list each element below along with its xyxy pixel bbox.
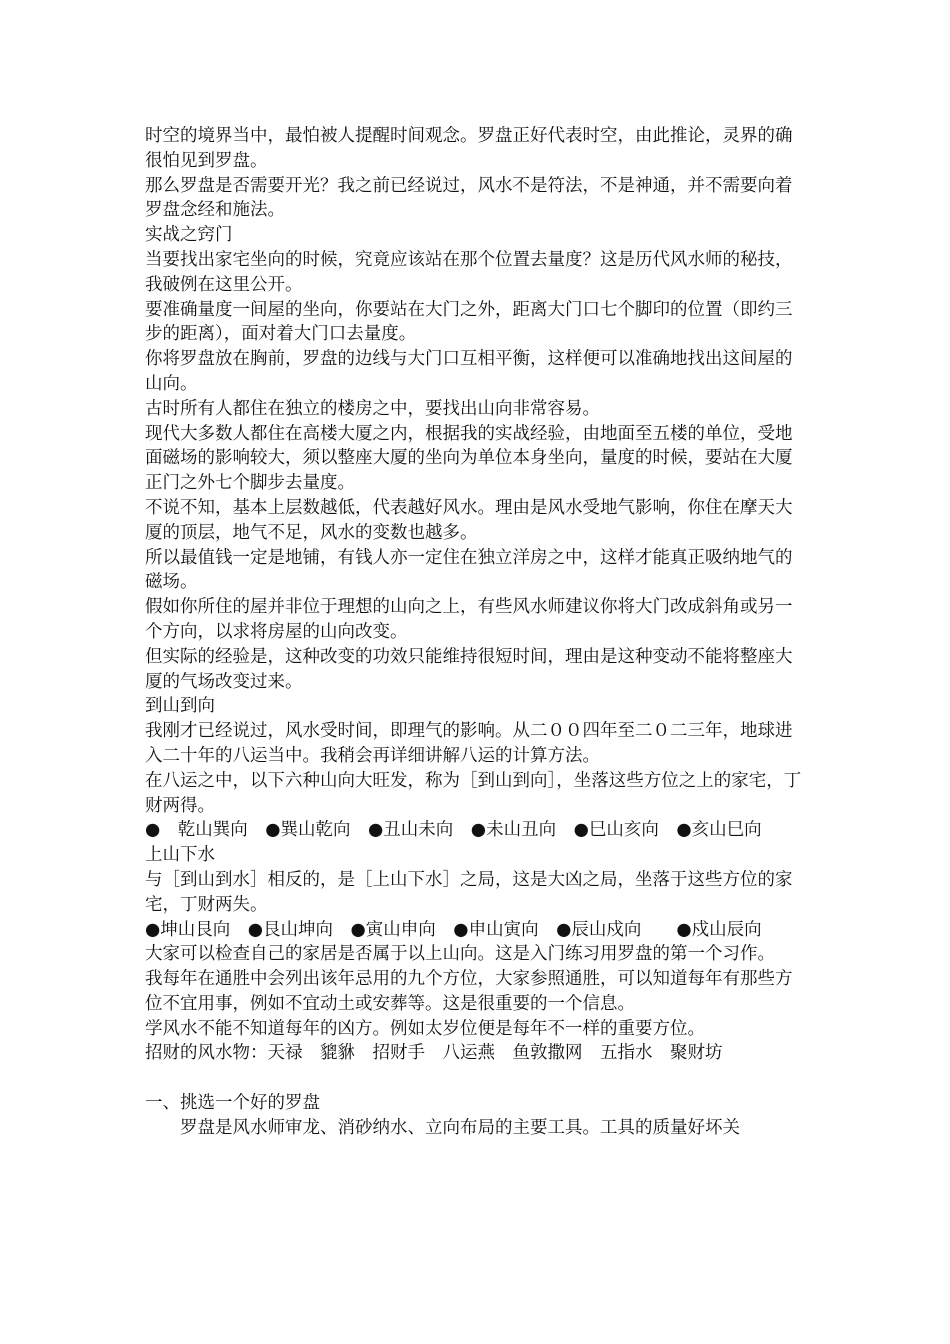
blank-line	[145, 1066, 805, 1091]
paragraph: 那么罗盘是否需要开光？我之前已经说过，风水不是符法，不是神通，并不需要向着罗盘念经和施法。	[145, 175, 793, 221]
paragraph: 当要找出家宅坐向的时候，究竟应该站在那个位置去量度？这是历代风水师的秘技，我破例在这里公开。	[145, 249, 793, 295]
paragraph: 古时所有人都住在独立的楼房之中，要找出山向非常容易。	[145, 398, 600, 419]
paragraph: 要准确量度一间屋的坐向，你要站在大门之外，距离大门口七个脚印的位置（即约三步的距离），面对着大门口去量度。	[145, 299, 793, 345]
document-body	[145, 124, 805, 1141]
paragraph: 与［到山到水］相反的，是［上山下水］之局，这是大凶之局，坐落于这些方位的家宅，丁财两失。	[145, 869, 793, 915]
paragraph: 我刚才已经说过，风水受时间，即理气的影响。从二００四年至二０二三年，地球进入二十年的八运当中。我稍会再详细讲解八运的计算方法。	[145, 721, 793, 766]
subheading-practical-tips: 实战之窍门	[145, 225, 233, 246]
paragraph: 在八运之中，以下六种山向大旺发，称为［到山到向］，坐落这些方位之上的家宅，丁财两得。	[145, 770, 802, 816]
paragraph: 学风水不能不知道每年的凶方。例如太岁位便是每年不一样的重要方位。	[145, 1018, 705, 1039]
paragraph: 罗盘是风水师审龙、消砂纳水、立向布局的主要工具。工具的质量好坏关	[180, 1117, 740, 1138]
bullet-list-auspicious-directions: ● 乾山巽向 ●巽山乾向 ●丑山未向 ●未山丑向 ●巳山亥向 ●亥山巳向	[145, 820, 762, 841]
paragraph: 我每年在通胜中会列出该年忌用的九个方位，大家参照通胜，可以知道每年有那些方位不宜用事，例如不宜动土或安葬等。这是很重要的一个信息。	[145, 969, 793, 1014]
paragraph: 但实际的经验是，这种改变的功效只能维持很短时间，理由是这种变动不能将整座大厦的气场改变过来。	[145, 646, 793, 692]
subheading-shangshan-xiashui: 上山下水	[145, 845, 215, 866]
paragraph: 时空的境界当中，最怕被人提醒时间观念。罗盘正好代表时空，由此推论，灵界的确很怕见到罗盘。	[145, 126, 793, 171]
section-heading: 一、挑选一个好的罗盘	[145, 1093, 320, 1114]
paragraph: 不说不知，基本上层数越低，代表越好风水。理由是风水受地气影响，你住在摩天大厦的顶层，地气不足，风水的变数也越多。	[145, 497, 793, 543]
paragraph: 大家可以检查自己的家居是否属于以上山向。这是入门练习用罗盘的第一个习作。	[145, 944, 775, 965]
paragraph: 假如你所住的屋并非位于理想的山向之上，有些风水师建议你将大门改成斜角或另一个方向，以求将房屋的山向改变。	[145, 597, 793, 642]
bullet-list-inauspicious-directions: ●坤山艮向 ●艮山坤向 ●寅山申向 ●申山寅向 ●辰山戍向 ●戍山辰向	[145, 919, 762, 940]
paragraph: 现代大多数人都住在高楼大厦之内，根据我的实战经验，由地面至五楼的单位，受地面磁场的影响较大，须以整座大厦的坐向为单位本身坐向，量度的时候，要站在大厦正门之外七个脚步去量度。	[145, 423, 793, 494]
paragraph-wealth-items: 招财的风水物：天禄 貔貅 招财手 八运燕 鱼敦撒网 五指水 聚财坊	[145, 1043, 723, 1064]
subheading-daoshan-daoxiang: 到山到向	[145, 696, 215, 717]
paragraph: 你将罗盘放在胸前，罗盘的边线与大门口互相平衡，这样便可以准确地找出这间屋的山向。	[145, 349, 793, 394]
paragraph: 所以最值钱一定是地铺，有钱人亦一定住在独立洋房之中，这样才能真正吸纳地气的磁场。	[145, 547, 793, 593]
